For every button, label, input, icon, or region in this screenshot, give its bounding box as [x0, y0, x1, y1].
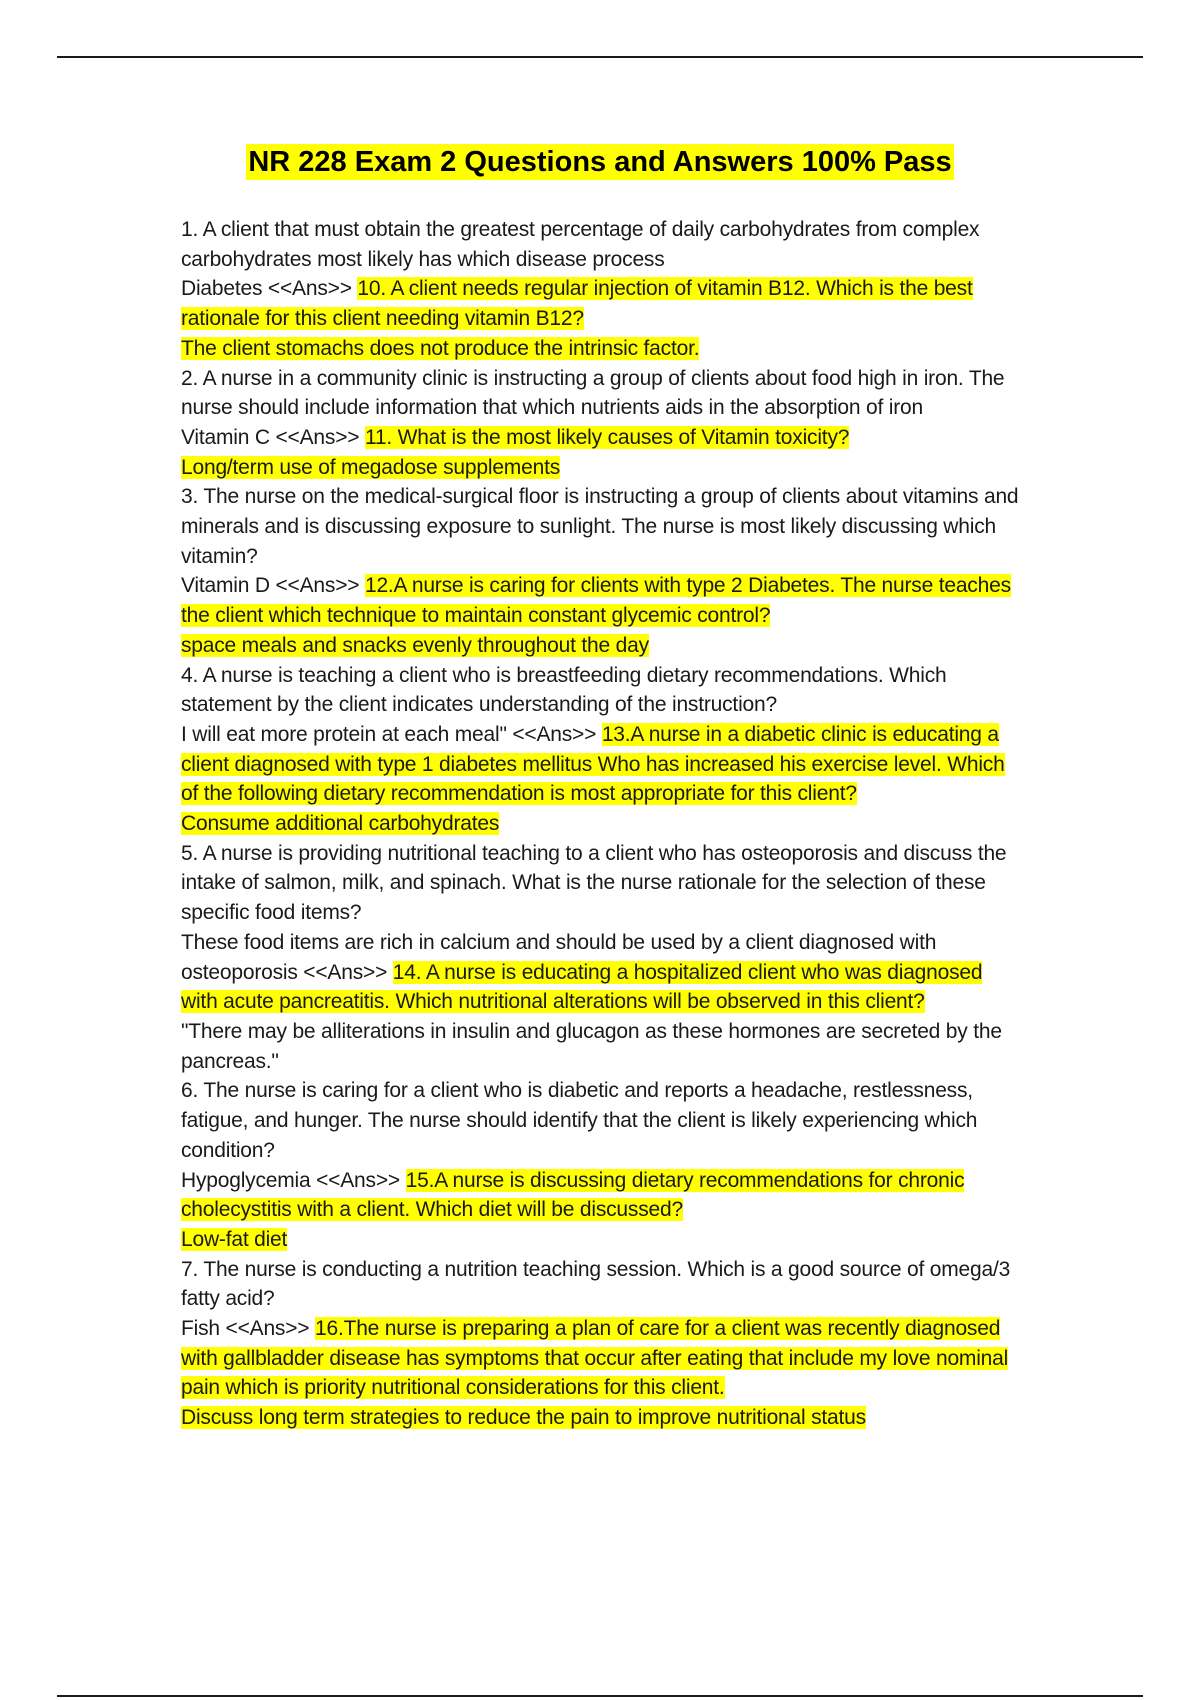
- highlighted-answer: Low-fat diet: [181, 1227, 288, 1251]
- top-rule: [57, 56, 1143, 58]
- question-text: 2. A nurse in a community clinic is instructing a group of clients about food high in iron. The nurse should include information that which nutrients aids in the absorption of iron: [181, 366, 1005, 420]
- highlighted-answer: The client stomachs does not produce the intrinsic factor.: [181, 336, 700, 360]
- plain-answer: "There may be alliterations in insulin and glucagon as these hormones are secreted by the pancreas.": [181, 1019, 1002, 1073]
- highlighted-question: 12.A nurse is caring for clients with type 2 Diabetes. The nurse teaches the client which technique to maintain constant glycemic control?: [181, 574, 1011, 628]
- answer-text: Hypoglycemia <<Ans>>: [181, 1168, 406, 1192]
- answer-line: [181, 1017, 1021, 1076]
- answer-text: These food items are rich in calcium and should be used by a client diagnosed with osteoporosis <<Ans>>: [181, 930, 937, 984]
- answer-line: [181, 1314, 1021, 1403]
- answer-text: Vitamin D <<Ans>>: [181, 574, 365, 598]
- answer-line: [181, 453, 1021, 483]
- highlighted-answer: Discuss long term strategies to reduce the pain to improve nutritional status: [181, 1406, 866, 1430]
- highlighted-question: 14. A nurse is educating a hospitalized client who was diagnosed with acute pancreatitis. Which nutritional alterations will be observed in this client?: [181, 960, 983, 1014]
- document-title: NR 228 Exam 2 Questions and Answers 100% Pass: [248, 146, 952, 178]
- highlighted-question: 16.The nurse is preparing a plan of care for a client was recently diagnosed with gallbladder disease has symptoms that occur after eating that include my love nominal pain which is priority nutritional considerations for this client.: [181, 1317, 1009, 1400]
- question-text: 7. The nurse is conducting a nutrition teaching session. Which is a good source of omega/3 fatty acid?: [181, 1257, 1011, 1311]
- answer-text: Diabetes <<Ans>>: [181, 277, 358, 301]
- answer-line: [181, 423, 1021, 453]
- answer-line: [181, 809, 1021, 839]
- highlighted-question: 10. A client needs regular injection of vitamin B12. Which is the best rationale for this client needing vitamin B12?: [181, 277, 973, 331]
- document-body: [181, 215, 1021, 1433]
- highlighted-question: 13.A nurse in a diabetic clinic is educating a client diagnosed with type 1 diabetes mellitus Who has increased his exercise level. Which of the following dietary recommendation is most appropriate for this client?: [181, 722, 1005, 806]
- highlighted-answer: space meals and snacks evenly throughout the day: [181, 633, 649, 657]
- answer-line: [181, 274, 1021, 333]
- highlighted-question: 11. What is the most likely causes of Vitamin toxicity?: [364, 425, 850, 449]
- answer-text: Vitamin C <<Ans>>: [181, 425, 365, 449]
- question-text: 5. A nurse is providing nutritional teaching to a client who has osteoporosis and discuss the intake of salmon, milk, and spinach. What is the nurse rationale for the selection of these specific food items?: [181, 841, 1007, 925]
- answer-line: [181, 720, 1021, 809]
- answer-text: I will eat more protein at each meal" <<Ans>>: [181, 722, 602, 746]
- answer-line: [181, 1225, 1021, 1255]
- title-block: [0, 146, 1200, 179]
- answer-line: [181, 334, 1021, 364]
- question-text: 3. The nurse on the medical-surgical floor is instructing a group of clients about vitamins and minerals and is discussing exposure to sunlight. The nurse is most likely discussing which vitamin?: [181, 485, 1019, 568]
- answer-line: [181, 1403, 1021, 1433]
- answer-line: [181, 1166, 1021, 1225]
- bottom-rule: [57, 1695, 1143, 1697]
- question-text: 1. A client that must obtain the greatest percentage of daily carbohydrates from complex carbohydrates most likely has which disease process: [181, 218, 980, 271]
- highlighted-answer: Consume additional carbohydrates: [181, 812, 500, 836]
- answer-line: [181, 631, 1021, 661]
- answer-line: [181, 928, 1021, 1017]
- answer-text: Fish <<Ans>>: [181, 1317, 315, 1341]
- highlighted-answer: Long/term use of megadose supplements: [181, 455, 560, 479]
- question-text: 4. A nurse is teaching a client who is breastfeeding dietary recommendations. Which statement by the client indicates understanding of the instruction?: [181, 663, 947, 717]
- answer-line: [181, 571, 1021, 630]
- question-text: 6. The nurse is caring for a client who is diabetic and reports a headache, restlessness, fatigue, and hunger. The nurse should identify that the client is likely experiencing which condition?: [181, 1079, 978, 1162]
- highlighted-question: 15.A nurse is discussing dietary recommendations for chronic cholecystitis with a client. Which diet will be discussed?: [181, 1168, 965, 1222]
